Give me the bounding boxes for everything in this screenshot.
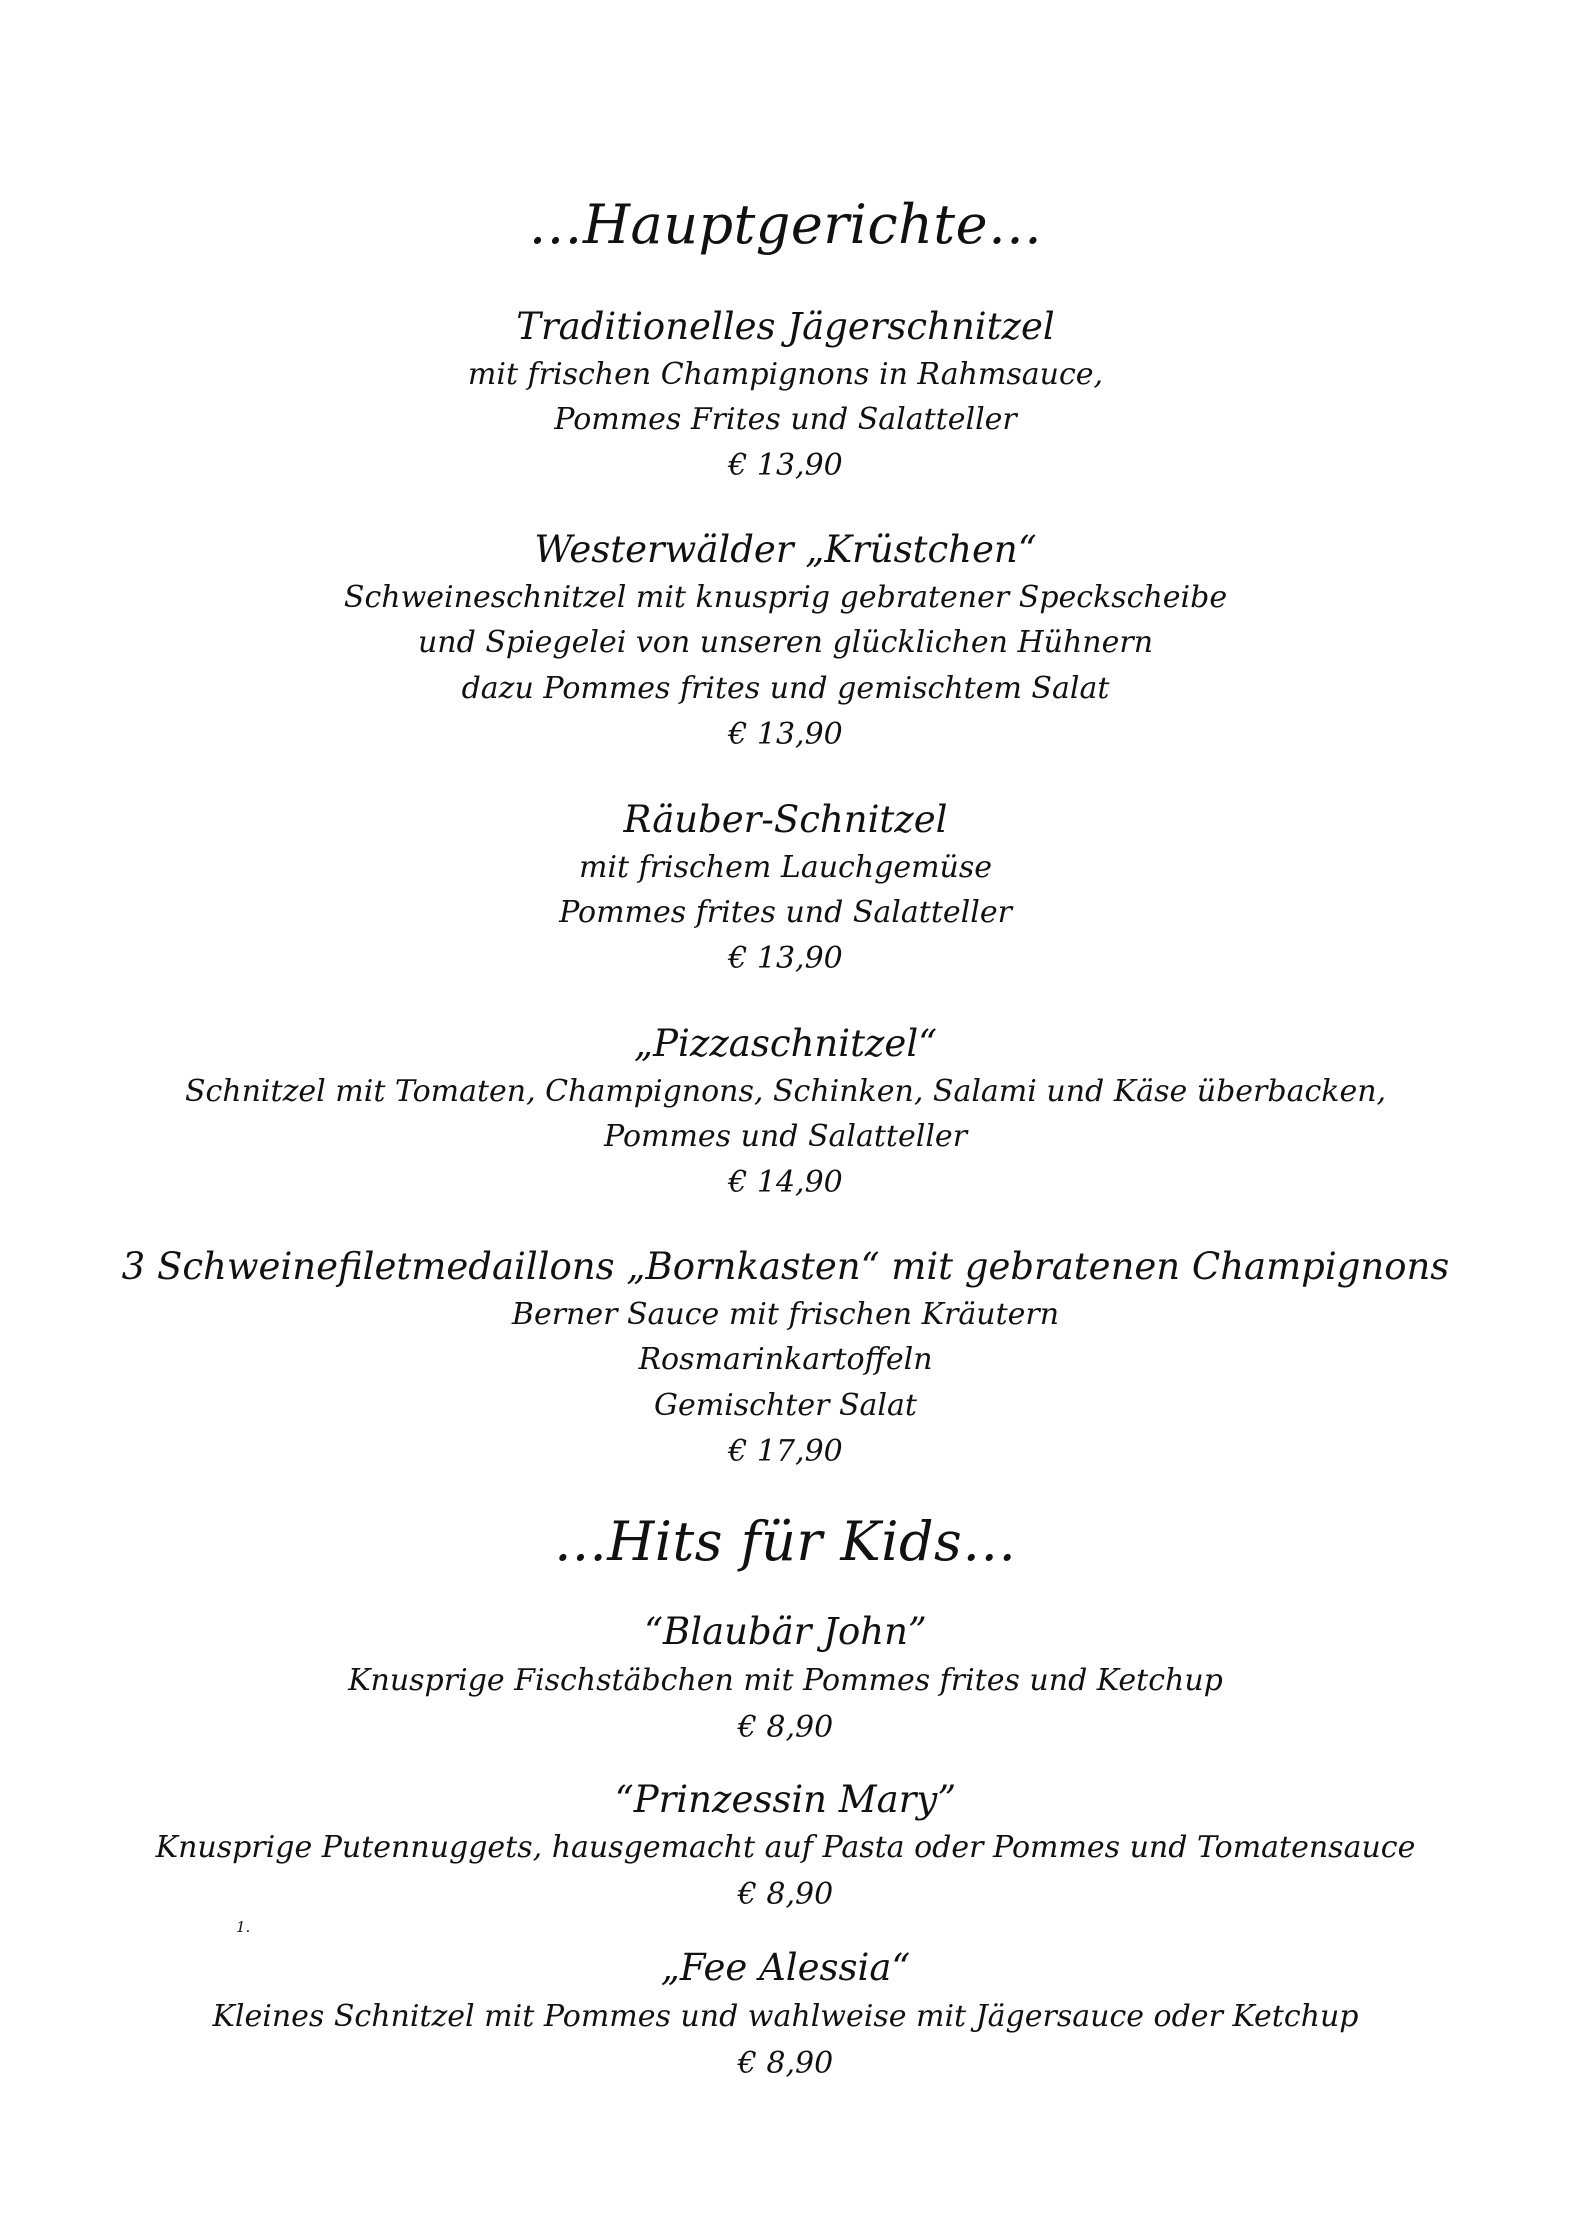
- dish-description: Pommes frites und Salatteller: [559, 895, 1012, 930]
- dish-title: “Blaubär John”: [644, 1610, 927, 1653]
- dish-description: Kleines Schnitzel mit Pommes und wahlweise mit Jägersauce oder Ketchup: [212, 1999, 1359, 2034]
- dish-description: mit frischen Champignons in Rahmsauce,: [467, 357, 1104, 392]
- dish-description: Pommes und Salatteller: [603, 1119, 968, 1154]
- dish-description: Pommes Frites und Salatteller: [554, 402, 1017, 437]
- dish-title: „Pizzaschnitzel“: [633, 1022, 938, 1065]
- dish-description: mit frischem Lauchgemüse: [578, 850, 993, 885]
- dish-price: € 8,90: [737, 1710, 834, 1745]
- dish-description: Schnitzel mit Tomaten, Champignons, Schinken, Salami und Käse überbacken,: [184, 1074, 1387, 1109]
- dish-description: Knusprige Fischstäbchen mit Pommes frites und Ketchup: [348, 1663, 1223, 1698]
- dish-description: Schweineschnitzel mit knusprig gebratener Speckscheibe: [343, 580, 1228, 615]
- section-heading-hits-fuer-kids: ...Hits für Kids…: [554, 1510, 1017, 1573]
- footnote-marker: 1.: [236, 1918, 251, 1936]
- dish-description: dazu Pommes frites und gemischtem Salat: [461, 671, 1110, 706]
- dish-price: € 8,90: [737, 1877, 834, 1912]
- section-heading-hauptgerichte: …Hauptgerichte…: [528, 193, 1043, 256]
- dish-title: Räuber-Schnitzel: [623, 798, 948, 841]
- dish-price: € 13,90: [728, 448, 843, 483]
- dish-description: Gemischter Salat: [654, 1388, 917, 1423]
- dish-title: „Fee Alessia“: [660, 1946, 911, 1989]
- dish-title: “Prinzessin Mary”: [614, 1778, 957, 1821]
- dish-price: € 14,90: [728, 1165, 843, 1200]
- dish-description: Berner Sauce mit frischen Kräutern: [511, 1297, 1060, 1332]
- dish-price: € 13,90: [728, 717, 843, 752]
- dish-description: und Spiegelei von unseren glücklichen Hühnern: [417, 625, 1154, 660]
- dish-title: Traditionelles Jägerschnitzel: [516, 305, 1055, 348]
- dish-description: Rosmarinkartoffeln: [638, 1342, 933, 1377]
- dish-description: Knusprige Putennuggets, hausgemacht auf Pasta oder Pommes und Tomatensauce: [155, 1830, 1416, 1865]
- dish-price: € 13,90: [728, 941, 843, 976]
- dish-title: 3 Schweinefiletmedaillons „Bornkasten“ mit gebratenen Champignons: [121, 1245, 1450, 1288]
- dish-price: € 17,90: [728, 1434, 843, 1469]
- dish-title: Westerwälder „Krüstchen“: [534, 528, 1037, 571]
- dish-price: € 8,90: [737, 2046, 834, 2081]
